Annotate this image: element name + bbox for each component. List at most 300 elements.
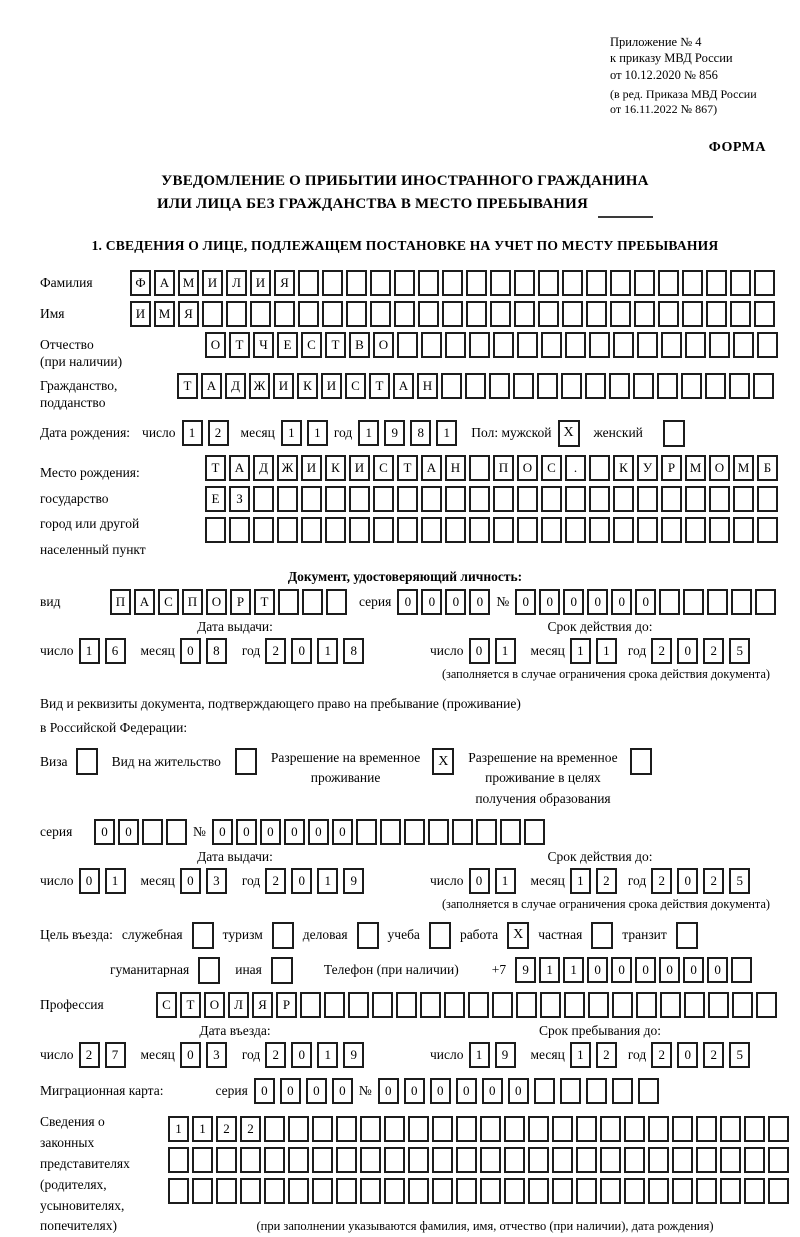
char-cell[interactable]: [733, 332, 754, 358]
char-cell[interactable]: 2: [596, 1042, 617, 1068]
char-cell[interactable]: [322, 270, 343, 296]
representatives-input-row2[interactable]: [168, 1147, 789, 1173]
char-cell[interactable]: 0: [236, 819, 257, 845]
char-cell[interactable]: 0: [635, 589, 656, 615]
char-cell[interactable]: [277, 517, 298, 543]
char-cell[interactable]: [253, 517, 274, 543]
char-cell[interactable]: [757, 332, 778, 358]
char-cell[interactable]: [465, 373, 486, 399]
char-cell[interactable]: 2: [265, 638, 286, 664]
char-cell[interactable]: [346, 301, 367, 327]
char-cell[interactable]: [442, 270, 463, 296]
char-cell[interactable]: [466, 270, 487, 296]
char-cell[interactable]: 2: [703, 638, 724, 664]
char-cell[interactable]: [418, 270, 439, 296]
char-cell[interactable]: К: [297, 373, 318, 399]
char-cell[interactable]: [756, 992, 777, 1018]
char-cell[interactable]: [420, 992, 441, 1018]
char-cell[interactable]: 0: [254, 1078, 275, 1104]
char-cell[interactable]: 1: [192, 1116, 213, 1142]
char-cell[interactable]: 9: [343, 868, 364, 894]
char-cell[interactable]: [528, 1147, 549, 1173]
doc-issue-day[interactable]: [79, 638, 126, 664]
entry-month[interactable]: [180, 1042, 227, 1068]
char-cell[interactable]: 0: [563, 589, 584, 615]
char-cell[interactable]: [610, 301, 631, 327]
char-cell[interactable]: 1: [281, 420, 302, 446]
char-cell[interactable]: [744, 1178, 765, 1204]
char-cell[interactable]: [538, 270, 559, 296]
char-cell[interactable]: А: [201, 373, 222, 399]
char-cell[interactable]: [432, 1147, 453, 1173]
char-cell[interactable]: [469, 455, 490, 481]
char-cell[interactable]: [648, 1147, 669, 1173]
patronymic-input[interactable]: [205, 332, 778, 358]
char-cell[interactable]: И: [349, 455, 370, 481]
char-cell[interactable]: [661, 517, 682, 543]
char-cell[interactable]: 0: [94, 819, 115, 845]
char-cell[interactable]: [706, 270, 727, 296]
char-cell[interactable]: Д: [253, 455, 274, 481]
char-cell[interactable]: О: [204, 992, 225, 1018]
char-cell[interactable]: Ф: [130, 270, 151, 296]
rvp-series-input[interactable]: [94, 819, 187, 845]
char-cell[interactable]: [404, 819, 425, 845]
char-cell[interactable]: 1: [168, 1116, 189, 1142]
char-cell[interactable]: 1: [79, 638, 100, 664]
char-cell[interactable]: К: [613, 455, 634, 481]
char-cell[interactable]: [768, 1116, 789, 1142]
char-cell[interactable]: [504, 1116, 525, 1142]
char-cell[interactable]: 1: [596, 638, 617, 664]
char-cell[interactable]: И: [202, 270, 223, 296]
char-cell[interactable]: 3: [206, 868, 227, 894]
char-cell[interactable]: Ч: [253, 332, 274, 358]
char-cell[interactable]: [490, 270, 511, 296]
char-cell[interactable]: 0: [456, 1078, 477, 1104]
char-cell[interactable]: [480, 1116, 501, 1142]
birth-place-input-row3[interactable]: [205, 517, 778, 543]
char-cell[interactable]: [504, 1178, 525, 1204]
char-cell[interactable]: 0: [280, 1078, 301, 1104]
char-cell[interactable]: [682, 301, 703, 327]
char-cell[interactable]: 0: [260, 819, 281, 845]
char-cell[interactable]: [468, 992, 489, 1018]
char-cell[interactable]: [360, 1147, 381, 1173]
char-cell[interactable]: [428, 819, 449, 845]
purpose-official-checkbox[interactable]: [192, 922, 214, 949]
char-cell[interactable]: [534, 1078, 555, 1104]
char-cell[interactable]: [524, 819, 545, 845]
char-cell[interactable]: [609, 373, 630, 399]
char-cell[interactable]: [490, 301, 511, 327]
char-cell[interactable]: [744, 1116, 765, 1142]
char-cell[interactable]: 0: [291, 638, 312, 664]
char-cell[interactable]: [326, 589, 347, 615]
residence-permit-checkbox[interactable]: [235, 748, 257, 775]
char-cell[interactable]: 0: [284, 819, 305, 845]
char-cell[interactable]: 1: [317, 1042, 338, 1068]
char-cell[interactable]: 0: [430, 1078, 451, 1104]
char-cell[interactable]: [755, 589, 776, 615]
char-cell[interactable]: [445, 517, 466, 543]
char-cell[interactable]: [541, 486, 562, 512]
rvp-expiry-year[interactable]: [651, 868, 750, 894]
char-cell[interactable]: 5: [729, 868, 750, 894]
char-cell[interactable]: [660, 992, 681, 1018]
char-cell[interactable]: [658, 270, 679, 296]
char-cell[interactable]: [396, 992, 417, 1018]
char-cell[interactable]: [731, 957, 752, 983]
char-cell[interactable]: [348, 992, 369, 1018]
char-cell[interactable]: [672, 1116, 693, 1142]
char-cell[interactable]: [302, 589, 323, 615]
char-cell[interactable]: 0: [683, 957, 704, 983]
rvp-issue-year[interactable]: [265, 868, 364, 894]
char-cell[interactable]: [731, 589, 752, 615]
char-cell[interactable]: [370, 301, 391, 327]
char-cell[interactable]: [380, 819, 401, 845]
char-cell[interactable]: [324, 992, 345, 1018]
char-cell[interactable]: М: [178, 270, 199, 296]
char-cell[interactable]: Т: [369, 373, 390, 399]
char-cell[interactable]: [301, 486, 322, 512]
char-cell[interactable]: [456, 1116, 477, 1142]
char-cell[interactable]: [709, 332, 730, 358]
rvp-expiry-month[interactable]: [570, 868, 617, 894]
doc-expiry-day[interactable]: [469, 638, 516, 664]
char-cell[interactable]: [278, 589, 299, 615]
char-cell[interactable]: [552, 1116, 573, 1142]
char-cell[interactable]: [360, 1116, 381, 1142]
char-cell[interactable]: [744, 1147, 765, 1173]
given-name-input[interactable]: [130, 301, 775, 327]
char-cell[interactable]: [576, 1147, 597, 1173]
char-cell[interactable]: [637, 517, 658, 543]
char-cell[interactable]: [565, 332, 586, 358]
char-cell[interactable]: [637, 332, 658, 358]
char-cell[interactable]: [684, 992, 705, 1018]
purpose-humanitarian-checkbox[interactable]: [198, 957, 220, 984]
char-cell[interactable]: [729, 373, 750, 399]
char-cell[interactable]: [696, 1147, 717, 1173]
representatives-input-row3[interactable]: [168, 1178, 789, 1204]
char-cell[interactable]: [325, 517, 346, 543]
char-cell[interactable]: [250, 301, 271, 327]
char-cell[interactable]: А: [229, 455, 250, 481]
char-cell[interactable]: [517, 332, 538, 358]
char-cell[interactable]: 2: [651, 1042, 672, 1068]
char-cell[interactable]: [168, 1147, 189, 1173]
doc-series-input[interactable]: [397, 589, 490, 615]
char-cell[interactable]: [561, 373, 582, 399]
char-cell[interactable]: 0: [291, 868, 312, 894]
char-cell[interactable]: [445, 332, 466, 358]
rvp-number-input[interactable]: [212, 819, 545, 845]
char-cell[interactable]: [349, 486, 370, 512]
char-cell[interactable]: [634, 270, 655, 296]
char-cell[interactable]: 0: [291, 1042, 312, 1068]
doc-issue-month[interactable]: [180, 638, 227, 664]
char-cell[interactable]: [514, 270, 535, 296]
char-cell[interactable]: Р: [276, 992, 297, 1018]
char-cell[interactable]: 0: [659, 957, 680, 983]
char-cell[interactable]: [613, 486, 634, 512]
char-cell[interactable]: [336, 1116, 357, 1142]
char-cell[interactable]: Е: [277, 332, 298, 358]
char-cell[interactable]: [370, 270, 391, 296]
char-cell[interactable]: [480, 1178, 501, 1204]
char-cell[interactable]: 2: [265, 1042, 286, 1068]
char-cell[interactable]: [708, 992, 729, 1018]
char-cell[interactable]: [418, 301, 439, 327]
purpose-work-checkbox[interactable]: X: [507, 922, 529, 949]
visa-checkbox[interactable]: [76, 748, 98, 775]
char-cell[interactable]: [757, 517, 778, 543]
char-cell[interactable]: [312, 1178, 333, 1204]
char-cell[interactable]: М: [154, 301, 175, 327]
char-cell[interactable]: [442, 301, 463, 327]
char-cell[interactable]: 0: [212, 819, 233, 845]
birth-month-input[interactable]: [281, 420, 328, 446]
char-cell[interactable]: [709, 486, 730, 512]
char-cell[interactable]: М: [685, 455, 706, 481]
char-cell[interactable]: [589, 517, 610, 543]
char-cell[interactable]: 0: [308, 819, 329, 845]
char-cell[interactable]: [456, 1178, 477, 1204]
char-cell[interactable]: [226, 301, 247, 327]
char-cell[interactable]: [492, 992, 513, 1018]
char-cell[interactable]: И: [273, 373, 294, 399]
char-cell[interactable]: [552, 1147, 573, 1173]
char-cell[interactable]: [205, 517, 226, 543]
char-cell[interactable]: [349, 517, 370, 543]
char-cell[interactable]: [514, 301, 535, 327]
phone-input[interactable]: [515, 957, 752, 983]
char-cell[interactable]: Н: [445, 455, 466, 481]
char-cell[interactable]: [730, 270, 751, 296]
char-cell[interactable]: [600, 1178, 621, 1204]
char-cell[interactable]: И: [130, 301, 151, 327]
citizenship-input[interactable]: [177, 373, 774, 399]
char-cell[interactable]: [325, 486, 346, 512]
char-cell[interactable]: Н: [417, 373, 438, 399]
char-cell[interactable]: [469, 517, 490, 543]
char-cell[interactable]: [658, 301, 679, 327]
char-cell[interactable]: А: [421, 455, 442, 481]
char-cell[interactable]: [288, 1178, 309, 1204]
char-cell[interactable]: 9: [515, 957, 536, 983]
char-cell[interactable]: [633, 373, 654, 399]
char-cell[interactable]: [600, 1116, 621, 1142]
char-cell[interactable]: 0: [707, 957, 728, 983]
char-cell[interactable]: [696, 1178, 717, 1204]
char-cell[interactable]: П: [493, 455, 514, 481]
char-cell[interactable]: [589, 486, 610, 512]
char-cell[interactable]: Я: [274, 270, 295, 296]
char-cell[interactable]: [394, 270, 415, 296]
char-cell[interactable]: 1: [307, 420, 328, 446]
char-cell[interactable]: 1: [563, 957, 584, 983]
char-cell[interactable]: 0: [635, 957, 656, 983]
char-cell[interactable]: [500, 819, 521, 845]
char-cell[interactable]: А: [393, 373, 414, 399]
char-cell[interactable]: М: [733, 455, 754, 481]
char-cell[interactable]: [264, 1116, 285, 1142]
char-cell[interactable]: Л: [228, 992, 249, 1018]
char-cell[interactable]: [469, 486, 490, 512]
char-cell[interactable]: Я: [178, 301, 199, 327]
char-cell[interactable]: [384, 1147, 405, 1173]
char-cell[interactable]: И: [250, 270, 271, 296]
doc-number-input[interactable]: [515, 589, 776, 615]
char-cell[interactable]: [480, 1147, 501, 1173]
char-cell[interactable]: [588, 992, 609, 1018]
char-cell[interactable]: 1: [570, 638, 591, 664]
char-cell[interactable]: 2: [240, 1116, 261, 1142]
char-cell[interactable]: [720, 1178, 741, 1204]
char-cell[interactable]: 0: [515, 589, 536, 615]
temp-residence-checkbox[interactable]: X: [432, 748, 454, 775]
char-cell[interactable]: 8: [410, 420, 431, 446]
char-cell[interactable]: 0: [378, 1078, 399, 1104]
rvp-expiry-day[interactable]: [469, 868, 516, 894]
char-cell[interactable]: [373, 486, 394, 512]
stay-day[interactable]: [469, 1042, 516, 1068]
char-cell[interactable]: 5: [729, 1042, 750, 1068]
char-cell[interactable]: [493, 486, 514, 512]
char-cell[interactable]: [661, 332, 682, 358]
char-cell[interactable]: 3: [206, 1042, 227, 1068]
char-cell[interactable]: [538, 301, 559, 327]
char-cell[interactable]: [576, 1116, 597, 1142]
char-cell[interactable]: [685, 486, 706, 512]
char-cell[interactable]: [168, 1178, 189, 1204]
rvp-issue-day[interactable]: [79, 868, 126, 894]
stay-year[interactable]: [651, 1042, 750, 1068]
purpose-business-checkbox[interactable]: [357, 922, 379, 949]
char-cell[interactable]: 0: [469, 638, 490, 664]
char-cell[interactable]: 0: [180, 638, 201, 664]
char-cell[interactable]: [264, 1147, 285, 1173]
char-cell[interactable]: [600, 1147, 621, 1173]
char-cell[interactable]: [504, 1147, 525, 1173]
char-cell[interactable]: [661, 486, 682, 512]
char-cell[interactable]: С: [373, 455, 394, 481]
char-cell[interactable]: 1: [317, 868, 338, 894]
char-cell[interactable]: 9: [384, 420, 405, 446]
char-cell[interactable]: 1: [105, 868, 126, 894]
char-cell[interactable]: 9: [495, 1042, 516, 1068]
char-cell[interactable]: [564, 992, 585, 1018]
char-cell[interactable]: [517, 517, 538, 543]
char-cell[interactable]: [540, 992, 561, 1018]
char-cell[interactable]: [516, 992, 537, 1018]
char-cell[interactable]: 0: [587, 957, 608, 983]
char-cell[interactable]: [733, 486, 754, 512]
char-cell[interactable]: 2: [651, 638, 672, 664]
char-cell[interactable]: 1: [358, 420, 379, 446]
char-cell[interactable]: [613, 517, 634, 543]
char-cell[interactable]: Р: [661, 455, 682, 481]
char-cell[interactable]: 0: [332, 819, 353, 845]
char-cell[interactable]: [613, 332, 634, 358]
char-cell[interactable]: 0: [677, 638, 698, 664]
char-cell[interactable]: [565, 486, 586, 512]
char-cell[interactable]: И: [301, 455, 322, 481]
char-cell[interactable]: З: [229, 486, 250, 512]
char-cell[interactable]: [624, 1178, 645, 1204]
char-cell[interactable]: Л: [226, 270, 247, 296]
char-cell[interactable]: С: [345, 373, 366, 399]
char-cell[interactable]: 0: [445, 589, 466, 615]
char-cell[interactable]: 2: [703, 868, 724, 894]
char-cell[interactable]: 1: [570, 1042, 591, 1068]
char-cell[interactable]: [768, 1147, 789, 1173]
char-cell[interactable]: [288, 1116, 309, 1142]
char-cell[interactable]: [322, 301, 343, 327]
char-cell[interactable]: [452, 819, 473, 845]
char-cell[interactable]: [264, 1178, 285, 1204]
char-cell[interactable]: [216, 1178, 237, 1204]
char-cell[interactable]: [586, 301, 607, 327]
char-cell[interactable]: [444, 992, 465, 1018]
stay-month[interactable]: [570, 1042, 617, 1068]
char-cell[interactable]: [576, 1178, 597, 1204]
char-cell[interactable]: [648, 1178, 669, 1204]
char-cell[interactable]: Т: [177, 373, 198, 399]
char-cell[interactable]: [754, 270, 775, 296]
char-cell[interactable]: [432, 1116, 453, 1142]
char-cell[interactable]: 0: [677, 1042, 698, 1068]
migration-series-input[interactable]: [254, 1078, 353, 1104]
profession-input[interactable]: [156, 992, 777, 1018]
char-cell[interactable]: [288, 1147, 309, 1173]
char-cell[interactable]: [476, 819, 497, 845]
char-cell[interactable]: О: [709, 455, 730, 481]
char-cell[interactable]: [216, 1147, 237, 1173]
char-cell[interactable]: 1: [495, 638, 516, 664]
char-cell[interactable]: [421, 332, 442, 358]
char-cell[interactable]: [469, 332, 490, 358]
char-cell[interactable]: [408, 1178, 429, 1204]
char-cell[interactable]: [541, 517, 562, 543]
char-cell[interactable]: Р: [230, 589, 251, 615]
char-cell[interactable]: [562, 270, 583, 296]
char-cell[interactable]: [397, 332, 418, 358]
char-cell[interactable]: [202, 301, 223, 327]
char-cell[interactable]: [493, 332, 514, 358]
char-cell[interactable]: 1: [182, 420, 203, 446]
char-cell[interactable]: [229, 517, 250, 543]
char-cell[interactable]: [277, 486, 298, 512]
char-cell[interactable]: 0: [404, 1078, 425, 1104]
char-cell[interactable]: [372, 992, 393, 1018]
surname-input[interactable]: [130, 270, 775, 296]
char-cell[interactable]: [637, 486, 658, 512]
char-cell[interactable]: [636, 992, 657, 1018]
char-cell[interactable]: 2: [265, 868, 286, 894]
char-cell[interactable]: 2: [651, 868, 672, 894]
sex-male-checkbox[interactable]: X: [558, 420, 580, 447]
char-cell[interactable]: [142, 819, 163, 845]
char-cell[interactable]: [301, 517, 322, 543]
char-cell[interactable]: [336, 1178, 357, 1204]
char-cell[interactable]: [610, 270, 631, 296]
char-cell[interactable]: 8: [206, 638, 227, 664]
char-cell[interactable]: О: [373, 332, 394, 358]
char-cell[interactable]: [528, 1178, 549, 1204]
